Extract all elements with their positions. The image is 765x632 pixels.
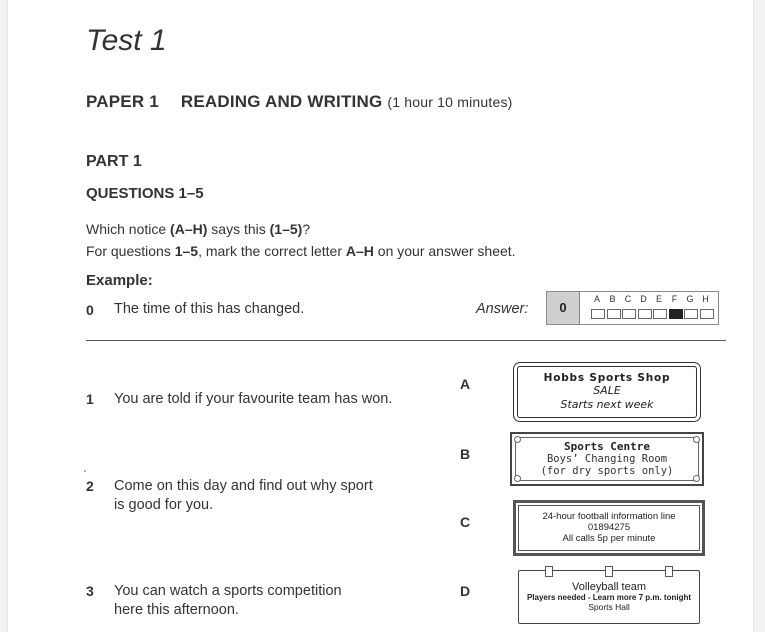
question-2-number: 2 [86,478,94,494]
pin-icon [665,566,673,577]
instruction-line-1: Which notice (A–H) says this (1–5)? [86,221,311,237]
answer-option-b-bubble[interactable] [607,309,621,319]
pin-icon [545,566,553,577]
answer-option-b-label: B [609,294,616,304]
notice-d-line-2: Players needed - Learn more 7 p.m. tonight [526,593,692,602]
notice-c-line-1: 24-hour football information line [542,511,676,522]
notice-b-line-1: Sports Centre [563,440,651,453]
notice-d-letter: D [460,583,471,599]
notice-d-line-1: Volleyball team [572,581,646,593]
notice-c-letter: C [460,514,471,530]
notice-c [513,500,705,556]
answer-option-c-bubble[interactable] [622,309,636,319]
answer-option-g-label: G [686,294,694,304]
answer-option-d-bubble[interactable] [638,309,652,319]
answer-box-number: 0 [547,292,580,324]
instructions [86,218,516,262]
notice-b-line-2: Boys’ Changing Room [546,453,668,465]
answer-option-d-label: D [640,294,647,304]
answer-option-a-label: A [593,294,600,304]
notice-d-line-3: Sports Hall [588,602,630,612]
scan-speck [84,470,86,472]
questions-heading: QUESTIONS 1–5 [86,185,204,202]
answer-option-h-bubble[interactable] [700,309,714,319]
exam-page [8,0,753,632]
instruction-line-2: For questions 1–5, mark the correct letter A–H on your answer sheet. [86,243,516,259]
divider [86,340,726,341]
screw-icon [693,475,700,482]
notice-a-letter: A [460,376,471,392]
question-1-number: 1 [86,391,94,407]
answer-option-e-label: E [655,294,662,304]
question-3-text: You can watch a sports competition here this afternoon. [114,583,342,618]
notice-d [518,570,700,624]
part-heading: PART 1 [86,153,142,170]
answer-option-e-bubble[interactable] [653,309,667,319]
pin-icon [605,566,613,577]
notice-b-letter: B [460,446,471,462]
answer-label: Answer: [476,301,529,317]
answer-option-h-label: H [702,294,709,304]
screw-icon [514,475,521,482]
notice-a-line-1: Hobbs Sports Shop [543,372,671,384]
answer-sheet-box [546,291,719,325]
notice-b-line-3: (for dry sports only) [540,465,674,477]
notice-a [517,366,697,418]
screw-icon [693,436,700,443]
answer-option-f-label: F [671,294,678,304]
notice-a-line-3: Starts next week [560,398,654,411]
notice-c-line-3: All calls 5p per minute [562,533,656,544]
paper-label: PAPER 1 [86,92,159,111]
paper-duration: (1 hour 10 minutes) [387,94,513,110]
example-label: Example: [86,272,153,289]
example-text: The time of this has changed. [114,301,305,317]
paper-heading [86,92,513,112]
answer-option-g-bubble[interactable] [684,309,698,319]
notice-b [510,432,704,486]
question-1-text: You are told if your favourite team has won. [114,391,393,407]
answer-option-f-bubble[interactable] [669,309,683,319]
answer-option-c-label: C [624,294,632,304]
example-number: 0 [86,302,94,318]
test-title: Test 1 [86,24,167,57]
question-2-text: Come on this day and find out why sport is good for you. [114,478,373,513]
screw-icon [514,436,521,443]
answer-option-a-bubble[interactable] [591,309,605,319]
question-3-number: 3 [86,583,94,599]
notice-c-line-2: 01894275 [587,522,631,533]
paper-name: READING AND WRITING [180,92,383,111]
notice-a-line-2: SALE [593,384,621,397]
